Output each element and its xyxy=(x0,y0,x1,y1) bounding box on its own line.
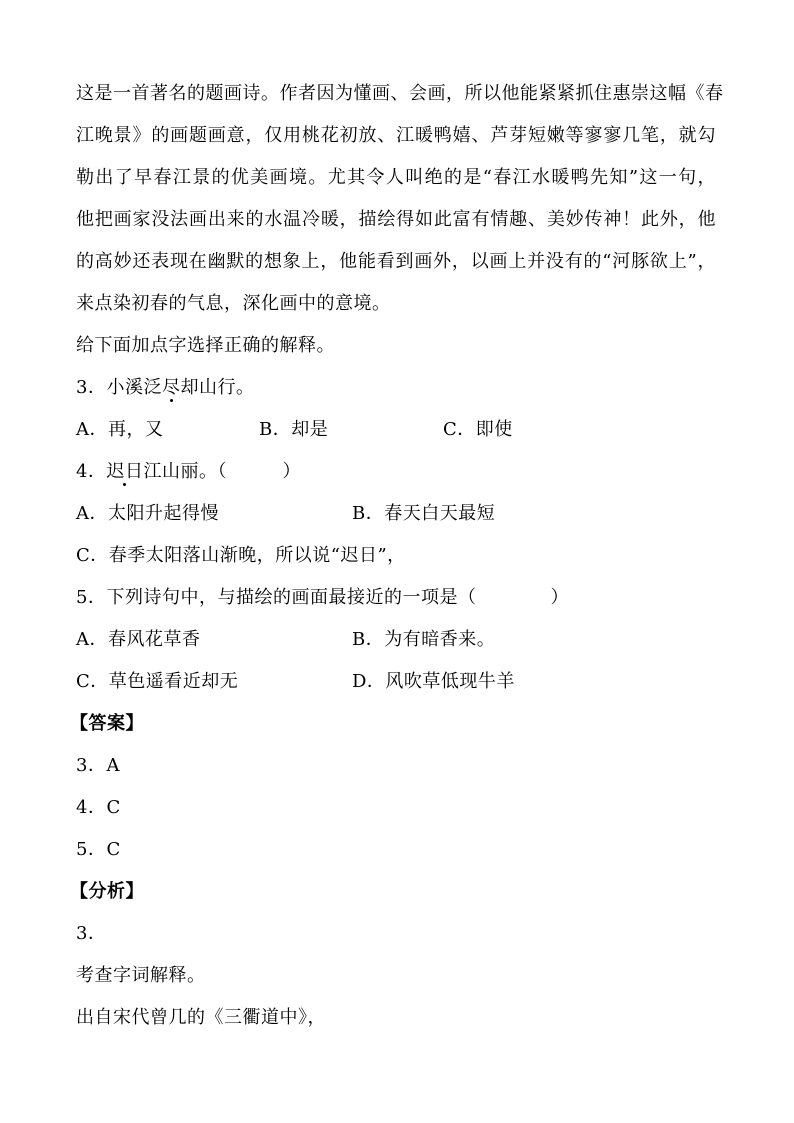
question-3-stem-after: 却山行。 xyxy=(180,377,255,398)
question-3-dotted-char: 尽 xyxy=(161,377,181,398)
question-5-option-b: B．为有暗香来。 xyxy=(352,629,496,650)
answer-heading: 【答案】 xyxy=(70,713,144,734)
passage-line-6: 来点染初春的气息，深化画中的意境。 xyxy=(76,293,391,314)
question-3-stem xyxy=(76,375,254,401)
analysis-line-2: 考查字词解释。 xyxy=(76,965,206,986)
question-3-option-b: B．却是 xyxy=(259,419,329,440)
question-5-option-c: C．草色遥看近却无 xyxy=(76,671,239,692)
passage-line-3: 勒出了早春江景的优美画境。尤其令人叫绝的是“春江水暖鸭先知”这一句， xyxy=(76,167,716,188)
question-5-stem: 5．下列诗句中，与描绘的画面最接近的一项是（ ） xyxy=(76,587,569,608)
question-4-option-a: A．太阳升起得慢 xyxy=(76,503,219,524)
question-5-option-a: A．春风花草香 xyxy=(76,629,201,650)
question-4-stem-after: 江山丽。（ ） xyxy=(143,461,301,482)
question-3-stem-before: 3．小溪泛 xyxy=(76,377,162,398)
question-3-option-a: A．再，又 xyxy=(76,419,164,440)
analysis-line-3: 出自宋代曾几的《三衢道中》， xyxy=(76,1007,326,1028)
question-4-option-b: B．春天白天最短 xyxy=(352,503,496,524)
answer-item-3: 3．A xyxy=(76,755,120,776)
question-4-stem xyxy=(76,459,301,485)
question-4-stem-before: 4． xyxy=(76,461,107,482)
passage-line-2: 江晚景》的画题画意，仅用桃花初放、江暖鸭嬉、芦芽短嫩等寥寥几笔，就勾 xyxy=(76,125,716,146)
analysis-line-1: 3． xyxy=(76,923,107,944)
question-4-option-c: C．春季太阳落山渐晚，所以说“迟日”， xyxy=(76,545,406,566)
answer-item-5: 5．C xyxy=(76,839,121,860)
passage-line-4: 他把画家没法画出来的水温冷暖，描绘得如此富有情趣、美妙传神！此外，他 xyxy=(76,209,716,230)
analysis-heading: 【分析】 xyxy=(70,881,144,902)
instruction-text: 给下面加点字选择正确的解释。 xyxy=(76,335,335,356)
question-3-option-c: C．即使 xyxy=(443,419,513,440)
passage-line-1: 这是一首著名的题画诗。作者因为懂画、会画，所以他能紧紧抓住惠崇这幅《春 xyxy=(76,83,724,104)
answer-item-4: 4．C xyxy=(76,797,121,818)
question-4-dotted-chars: 迟日 xyxy=(106,461,144,482)
passage-line-5: 的高妙还表现在幽默的想象上，他能看到画外，以画上并没有的“河豚欲上”， xyxy=(76,251,716,272)
question-5-option-d: D．风吹草低现牛羊 xyxy=(352,671,515,692)
